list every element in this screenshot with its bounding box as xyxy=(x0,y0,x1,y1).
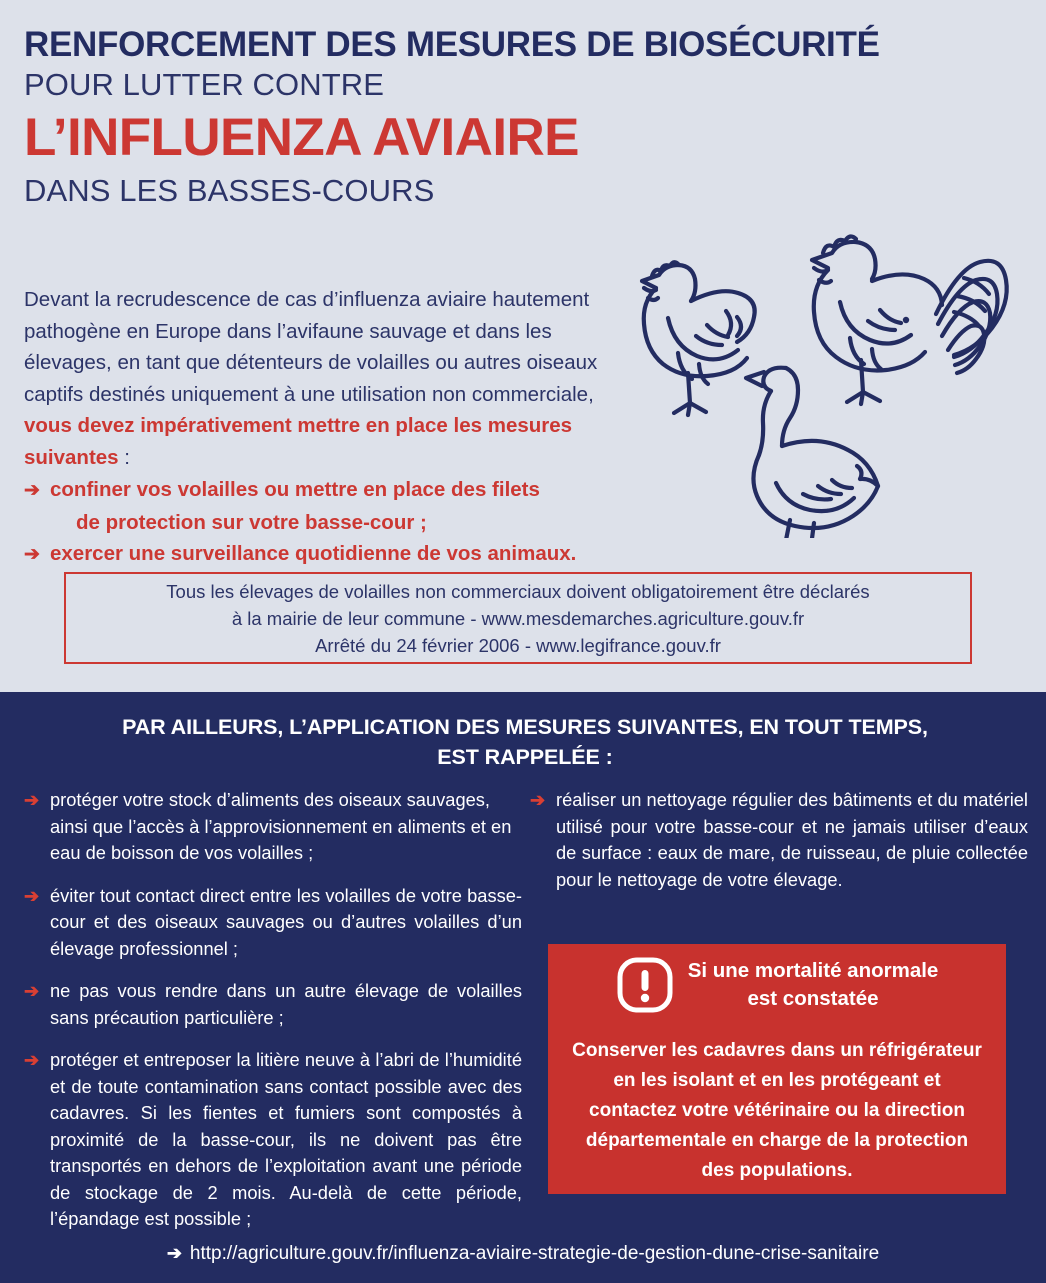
poster-header xyxy=(24,24,984,211)
footer-url-text: http://agriculture.gouv.fr/influenza-aviaire-strategie-de-gestion-dune-crise-sanitaire xyxy=(189,1243,880,1264)
arrow-icon: ➔ xyxy=(166,1243,182,1263)
alert-title xyxy=(688,957,939,1013)
measure-item-text: protéger votre stock d’aliments des oiseaux sauvages, ainsi que l’accès à l’approvisionnement en aliments et en eau de boisson de vos volailles ; xyxy=(50,789,512,863)
alert-title-line-2: est constatée xyxy=(747,987,879,1010)
declaration-line-3: Arrêté du 24 février 2006 - www.legifrance.gouv.fr xyxy=(315,634,721,656)
intro-bullet-1-line1: confiner vos volailles ou mettre en place des filets xyxy=(50,478,540,501)
alert-header xyxy=(548,956,1006,1014)
mortality-alert-box xyxy=(548,944,1006,1194)
rooster-icon xyxy=(812,236,1007,404)
measures-left-column xyxy=(22,787,522,1249)
intro-text-colon: : xyxy=(118,445,130,469)
measures-heading-line-1: PAR AILLEURS, L’APPLICATION DES MESURES SUIVANTES, EN TOUT TEMPS, xyxy=(122,715,928,739)
measure-item-text: ne pas vous rendre dans un autre élevage de volailles sans précaution particulière ; xyxy=(50,980,522,1028)
poultry-illustration xyxy=(618,218,1038,538)
arrow-icon: ➔ xyxy=(530,790,546,810)
intro-text-emphasis: vous devez impérativement mettre en place les mesures suivantes xyxy=(24,414,573,469)
arrow-icon: ➔ xyxy=(24,544,40,565)
hen-icon xyxy=(642,262,755,415)
arrow-icon: ➔ xyxy=(24,790,40,810)
measure-item xyxy=(22,787,522,867)
measure-item-text: réaliser un nettoyage régulier des bâtiments et du matériel utilisé pour votre basse-cour et ne jamais utiliser d’eaux de surface : eaux de mare, de ruisseau, de pluie collectée pour le nettoyage de votre élevage. xyxy=(556,789,1028,890)
measure-item-text: protéger et entreposer la litière neuve à l’abri de l’humidité et de toute contamination sans contact possible avec des cadavres. Si les fientes et fumiers sont compostés à proximité de la basse-cour, ils ne doivent pas être transportés en dehors de l’exploitation avant une période de stockage de 2 mois. Au-delà de cette période, l’épandage est possible ; xyxy=(50,1049,522,1229)
intro-bullet-2 xyxy=(24,538,624,571)
measures-right-column xyxy=(528,787,1028,909)
arrow-icon: ➔ xyxy=(24,981,40,1001)
declaration-notice-box xyxy=(64,572,972,664)
title-line-2: POUR LUTTER CONTRE xyxy=(24,67,385,103)
page-title: L’INFLUENZA AVIAIRE xyxy=(24,107,579,167)
arrow-icon: ➔ xyxy=(24,1050,40,1070)
intro-bullet-1 xyxy=(24,474,624,538)
declaration-line-2: à la mairie de leur commune - www.mesdemarches.agriculture.gouv.fr xyxy=(231,607,805,629)
arrow-icon: ➔ xyxy=(24,885,40,906)
alert-body-text: Conserver les cadavres dans un réfrigérateur en les isolant et en les protégeant et contactez votre vétérinaire ou la direction départementale en charge de la protection des populations. xyxy=(572,1040,982,1181)
measure-item xyxy=(22,978,522,1031)
intro-text-plain: Devant la recrudescence de cas d’influenza aviaire hautement pathogène en Europe dans l’avifaune sauvage et dans les élevages, en tant que détenteurs de volailles ou autres oiseaux captifs destinés uniquement à une utilisation non commerciale, xyxy=(24,288,598,406)
footer-url-link[interactable] xyxy=(0,1240,1046,1267)
title-line-1: RENFORCEMENT DES MESURES DE BIOSÉCURITÉ xyxy=(24,25,880,64)
exclamation-icon xyxy=(616,956,674,1014)
measures-heading xyxy=(50,712,1000,772)
declaration-line-1: Tous les élevages de volailles non commerciaux doivent obligatoirement être déclarés xyxy=(166,580,870,602)
measure-item xyxy=(22,883,522,963)
intro-bullet-1-line2: de protection sur votre basse-cour ; xyxy=(76,510,427,534)
measure-item xyxy=(22,1047,522,1233)
intro-bullet-list xyxy=(24,474,624,571)
measure-item-text: éviter tout contact direct entre les volailles de votre basse-cour et des oiseaux sauvages ou d’autres volailles d’un élevage professionnel ; xyxy=(50,884,522,959)
title-line-4: DANS LES BASSES-COURS xyxy=(24,172,435,208)
measure-item xyxy=(528,787,1028,893)
measures-heading-line-2: EST RAPPELÉE : xyxy=(437,745,613,769)
intro-paragraph xyxy=(24,284,624,571)
alert-title-line-1: Si une mortalité anormale xyxy=(687,959,939,982)
arrow-icon: ➔ xyxy=(24,480,40,501)
intro-bullet-2-line1: exercer une surveillance quotidienne de vos animaux. xyxy=(50,542,577,565)
